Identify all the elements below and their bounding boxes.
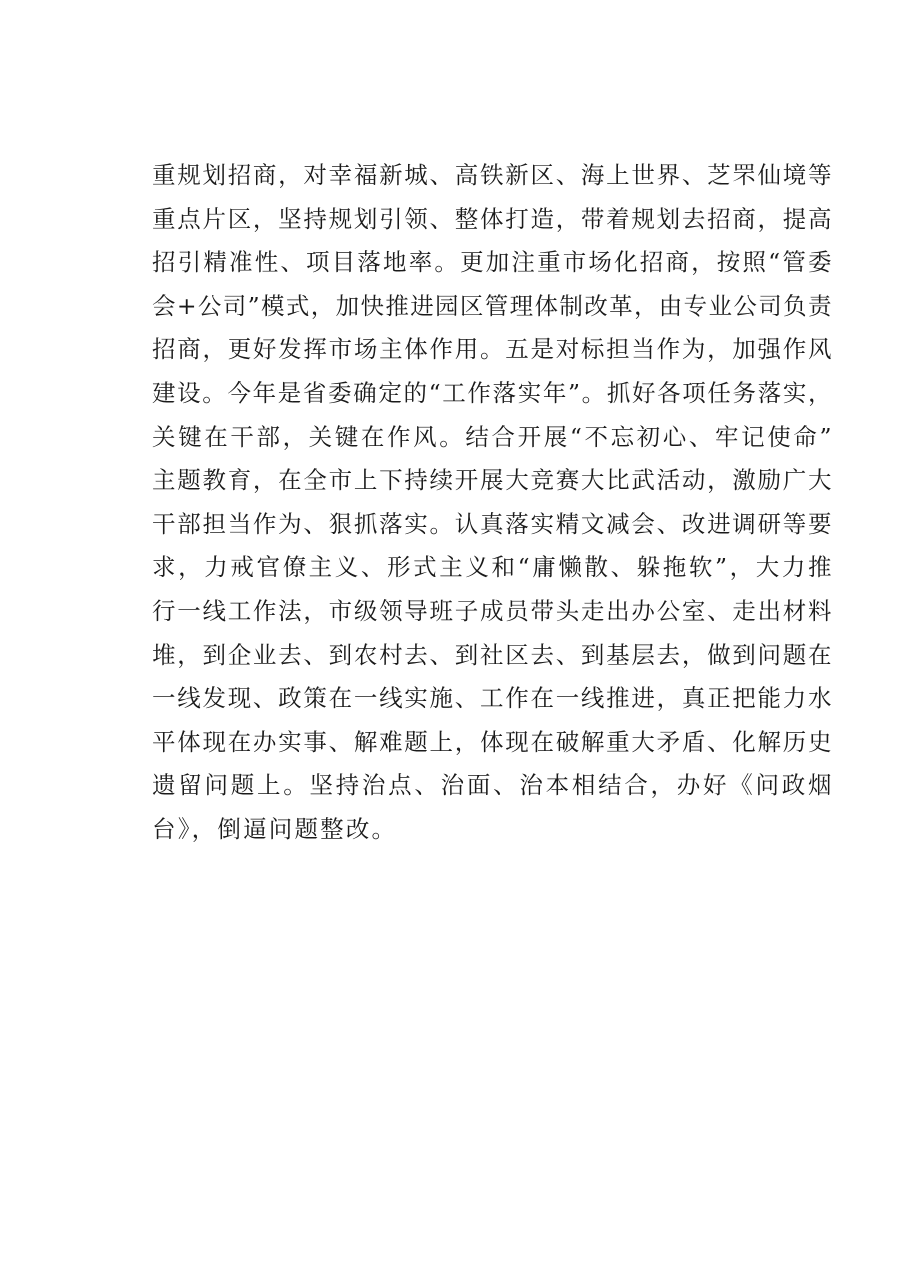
text-line: 求，力戒官僚主义、形式主义和“庸懒散、躲拖软”，大力推	[152, 553, 832, 582]
text-line: 平体现在办实事、解难题上，体现在破解重大矛盾、化解历史	[152, 727, 832, 756]
text-line: 一线发现、政策在一线实施、工作在一线推进，真正把能力水	[152, 684, 832, 713]
text-line: 干部担当作为、狠抓落实。认真落实精文减会、改进调研等要	[152, 509, 832, 538]
text-line: 招引精准性、项目落地率。更加注重市场化招商，按照“管委	[152, 248, 832, 277]
text-line: 招商，更好发挥市场主体作用。五是对标担当作为，加强作风	[152, 335, 832, 364]
text-line: 会+公司”模式，加快推进园区管理体制改革，由专业公司负责	[152, 291, 832, 320]
text-line: 堆，到企业去、到农村去、到社区去、到基层去，做到问题在	[152, 640, 832, 669]
text-line: 台》，倒逼问题整改。	[152, 814, 398, 843]
body-paragraph	[152, 154, 832, 852]
text-line: 重点片区，坚持规划引领、整体打造，带着规划去招商，提高	[152, 204, 832, 233]
text-line: 遗留问题上。坚持治点、治面、治本相结合，办好《问政烟	[152, 771, 832, 800]
text-line: 主题教育，在全市上下持续开展大竞赛大比武活动，激励广大	[152, 466, 832, 495]
text-line: 行一线工作法，市级领导班子成员带头走出办公室、走出材料	[152, 596, 832, 625]
text-line: 建设。今年是省委确定的“工作落实年”。抓好各项任务落实，	[152, 378, 832, 407]
text-line: 关键在干部，关键在作风。结合开展“不忘初心、牢记使命”	[152, 422, 832, 451]
text-line: 重规划招商，对幸福新城、高铁新区、海上世界、芝罘仙境等	[152, 161, 832, 189]
